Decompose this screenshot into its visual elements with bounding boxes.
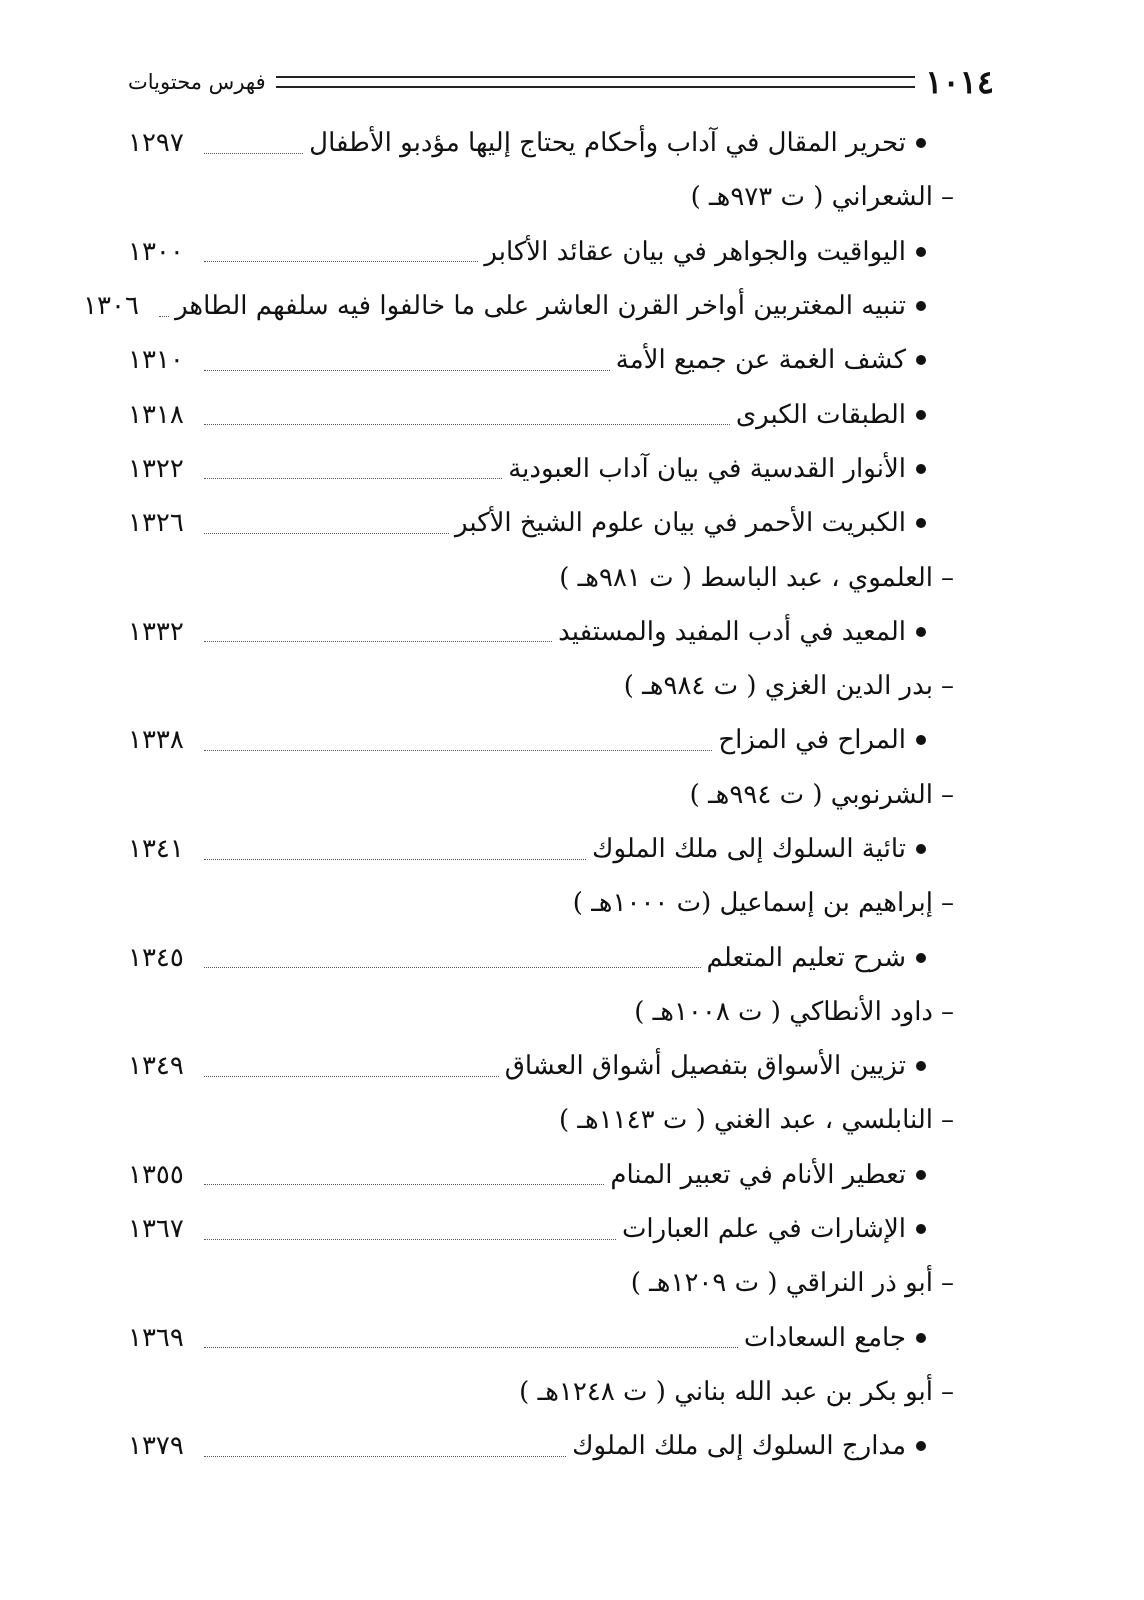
dot-leader [159,316,169,317]
entry-page-number: ١٣٣٨ [128,725,184,756]
bullet-icon [916,247,926,257]
toc-entry [128,1419,994,1473]
entry-title: الطبقات الكبرى [735,399,906,430]
toc-entry [128,713,994,767]
entry-page-number: ١٣٠٠ [128,236,184,267]
bullet-icon [916,953,926,963]
dot-leader [204,1239,616,1240]
entry-page-number: ١٣١٨ [128,399,184,430]
entry-page-number: ١٣٦٧ [128,1214,184,1245]
page-header [128,62,994,102]
bullet-icon [916,138,926,148]
toc-entry [128,496,994,550]
author-name: الشعراني ( ت ٩٧٣هـ ) [690,182,933,213]
entry-title: تنبيه المغتربين أواخر القرن العاشر على ما خالفوا فيه سلفهم الطاهر [175,291,906,322]
entry-title: تعطير الأنام في تعبير المنام [610,1159,906,1190]
dot-leader [204,478,502,479]
bullet-icon [916,1441,926,1451]
author-name: النابلسي ، عبد الغني ( ت ١١٤٣هـ ) [558,1105,933,1136]
entry-title: الإشارات في علم العبارات [621,1214,906,1245]
dot-leader [204,1184,604,1185]
dash-marker: – [941,562,954,593]
entry-page-number: ١٣٦٩ [128,1322,184,1353]
dot-leader [204,261,478,262]
dot-leader [204,859,586,860]
dot-leader [204,1347,738,1348]
toc-author-heading [128,1256,994,1310]
entry-page-number: ١٣٢٢ [128,453,184,484]
toc-entry [128,333,994,387]
dot-leader [204,533,449,534]
entry-page-number: ١٣٤١ [128,834,184,864]
dash-marker: – [941,888,954,919]
toc-author-heading [128,985,994,1039]
entry-page-number: ١٣١٠ [128,345,184,376]
entry-title: الأنوار القدسية في بيان آداب العبودية [508,453,906,484]
bullet-icon [916,464,926,474]
author-name: أبو بكر بن عبد الله بناني ( ت ١٢٤٨هـ ) [519,1376,933,1407]
author-name: داود الأنطاكي ( ت ١٠٠٨هـ ) [634,996,933,1027]
toc-author-heading [128,1093,994,1147]
toc-entry [128,822,994,876]
toc-list [83,116,994,1473]
entry-title: الكبريت الأحمر في بيان علوم الشيخ الأكبر [455,508,906,539]
bullet-icon [916,1333,926,1343]
entry-page-number: ١٣٠٦ [83,291,139,322]
author-name: أبو ذر النراقي ( ت ١٢٠٩هـ ) [630,1268,933,1299]
bullet-icon [916,1061,926,1071]
toc-entry [83,279,994,333]
toc-entry [128,116,994,170]
toc-entry [128,1148,994,1202]
dash-marker: – [941,1105,954,1136]
dash-marker: – [941,671,954,702]
entry-title: شرح تعليم المتعلم [706,942,906,973]
entry-page-number: ١٣٤٩ [128,1051,184,1082]
author-name: إبراهيم بن إسماعيل (ت ١٠٠٠هـ ) [572,888,933,919]
dash-marker: – [941,996,954,1027]
toc-author-heading [128,659,994,713]
bullet-icon [916,301,926,311]
dot-leader [204,153,303,154]
dot-leader [204,750,712,751]
toc-entry [128,930,994,984]
toc-author-heading [128,170,994,224]
entry-title: المعيد في أدب المفيد والمستفيد [558,616,906,647]
toc-entry [128,442,994,496]
entry-page-number: ١٢٩٧ [128,128,184,159]
author-name: العلموي ، عبد الباسط ( ت ٩٨١هـ ) [559,562,933,593]
author-name: الشرنوبي ( ت ٩٩٤هـ ) [689,779,933,810]
dash-marker: – [941,779,954,810]
toc-entry [128,1202,994,1256]
dash-marker: – [941,1376,954,1407]
entry-title: اليواقيت والجواهر في بيان عقائد الأكابر [484,236,906,267]
entry-title: تائية السلوك إلى ملك الملوك [592,834,906,864]
bullet-icon [916,410,926,420]
toc-author-heading [128,876,994,930]
page-number: ١٠١٤ [925,63,994,101]
entry-title: مدارج السلوك إلى ملك الملوك [572,1431,906,1462]
toc-entry [128,1039,994,1093]
header-rule [276,76,916,88]
dot-leader [204,967,701,968]
entry-page-number: ١٣٧٩ [128,1431,184,1462]
dot-leader [204,370,610,371]
entry-page-number: ١٣٢٦ [128,508,184,539]
bullet-icon [916,735,926,745]
dot-leader [204,641,552,642]
entry-title: المراح في المزاح [718,725,906,756]
toc-author-heading [128,768,994,822]
entry-title: جامع السعادات [743,1322,906,1353]
bullet-icon [916,1224,926,1234]
dash-marker: – [941,182,954,213]
entry-title: كشف الغمة عن جميع الأمة [615,345,906,376]
entry-title: تحرير المقال في آداب وأحكام يحتاج إليها مؤدبو الأطفال [309,128,906,159]
toc-author-heading [128,550,994,604]
bullet-icon [916,627,926,637]
toc-entry [128,605,994,659]
running-title: فهرس محتويات [128,70,266,94]
dash-marker: – [941,1268,954,1299]
author-name: بدر الدين الغزي ( ت ٩٨٤هـ ) [623,671,933,702]
dot-leader [204,1076,499,1077]
dot-leader [204,424,730,425]
entry-page-number: ١٣٣٢ [128,616,184,647]
toc-author-heading [128,1365,994,1419]
toc-entry [128,225,994,279]
toc-entry [128,387,994,441]
bullet-icon [916,844,926,854]
toc-entry [128,1311,994,1365]
bullet-icon [916,518,926,528]
dot-leader [204,1456,566,1457]
bullet-icon [916,1170,926,1180]
bullet-icon [916,355,926,365]
entry-title: تزيين الأسواق بتفصيل أشواق العشاق [504,1051,906,1082]
entry-page-number: ١٣٥٥ [128,1159,184,1190]
entry-page-number: ١٣٤٥ [128,942,184,973]
